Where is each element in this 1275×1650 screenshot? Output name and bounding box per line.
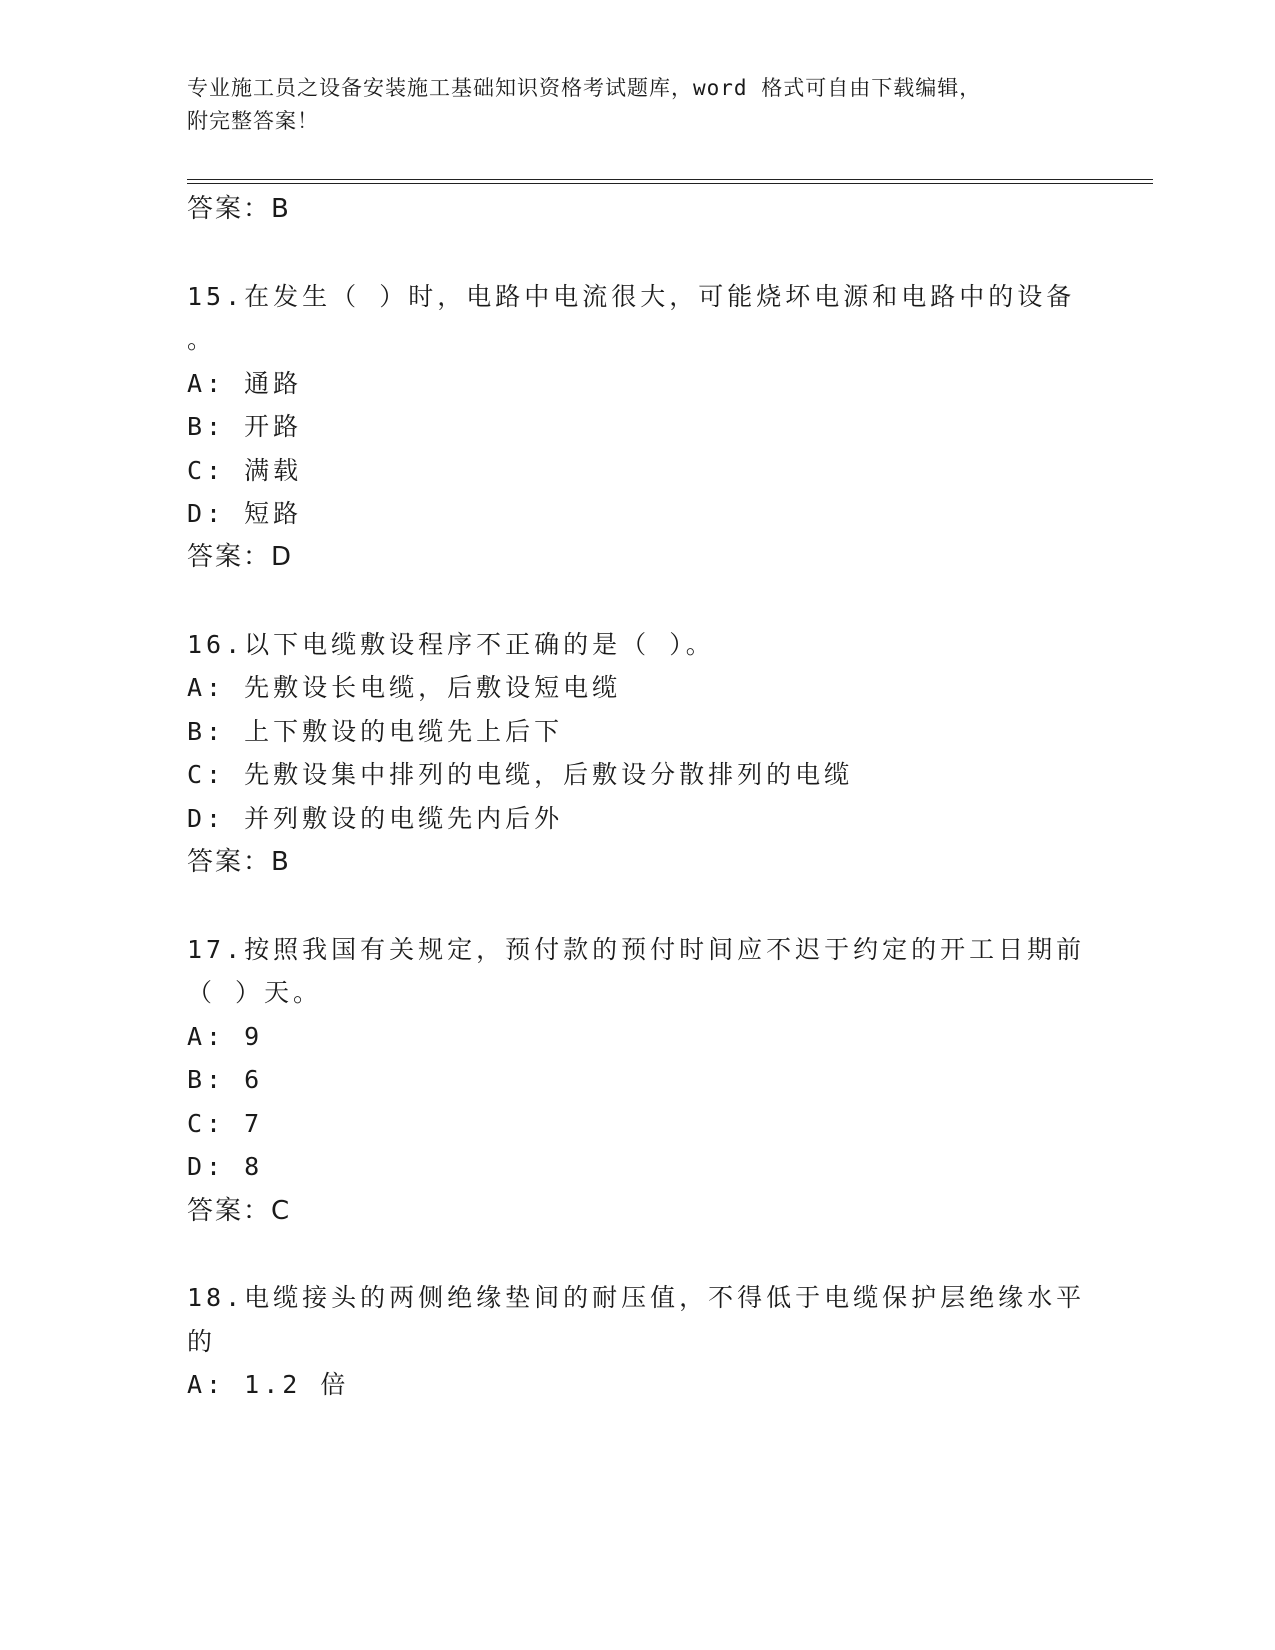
question-17-option-c: C: 7 [187,1109,264,1138]
answer-prev: 答案：B [187,194,291,224]
question-16-option-c: C: 先敷设集中排列的电缆，后敷设分散排列的电缆 [187,760,854,789]
header-line-1: 专业施工员之设备安装施工基础知识资格考试题库，word 格式可自由下载编辑， [187,76,982,100]
question-17-option-a: A: 9 [187,1022,264,1051]
question-15-stem-line-2: 。 [187,325,217,354]
question-17-answer: 答案：C [187,1196,292,1226]
question-17-option-b: B: 6 [187,1065,264,1094]
question-15-option-c: C: 满载 [187,456,303,485]
question-17-stem-line-1: 17.按照我国有关规定，预付款的预付时间应不迟于约定的开工日期前 [187,935,1086,964]
document-header [187,72,1087,138]
question-17-option-d: D: 8 [187,1152,264,1181]
question-16-answer: 答案：B [187,847,291,877]
question-15-answer: 答案：D [187,542,294,572]
header-line-2: 附完整答案！ [187,109,319,133]
question-18-stem-line-1: 18.电缆接头的两侧绝缘垫间的耐压值，不得低于电缆保护层绝缘水平 [187,1283,1086,1312]
header-divider-top [187,179,1153,180]
question-16-option-d: D: 并列敷设的电缆先内后外 [187,804,564,833]
question-16-stem-line-1: 16.以下电缆敷设程序不正确的是（ ）。 [187,630,715,659]
header-divider-bottom [187,183,1153,184]
question-15-stem-line-1: 15.在发生（ ）时，电路中电流很大，可能烧坏电源和电路中的设备 [187,282,1076,311]
question-18-stem-line-2: 的 [187,1327,217,1356]
question-15-option-d: D: 短路 [187,499,303,528]
question-16-option-b: B: 上下敷设的电缆先上后下 [187,717,564,746]
question-16-option-a: A: 先敷设长电缆，后敷设短电缆 [187,673,622,702]
question-15-option-b: B: 开路 [187,412,303,441]
question-15-option-a: A: 通路 [187,369,303,398]
question-18-option-a: A: 1.2 倍 [187,1370,350,1399]
question-17-stem-line-2: （ ）天。 [187,978,323,1007]
